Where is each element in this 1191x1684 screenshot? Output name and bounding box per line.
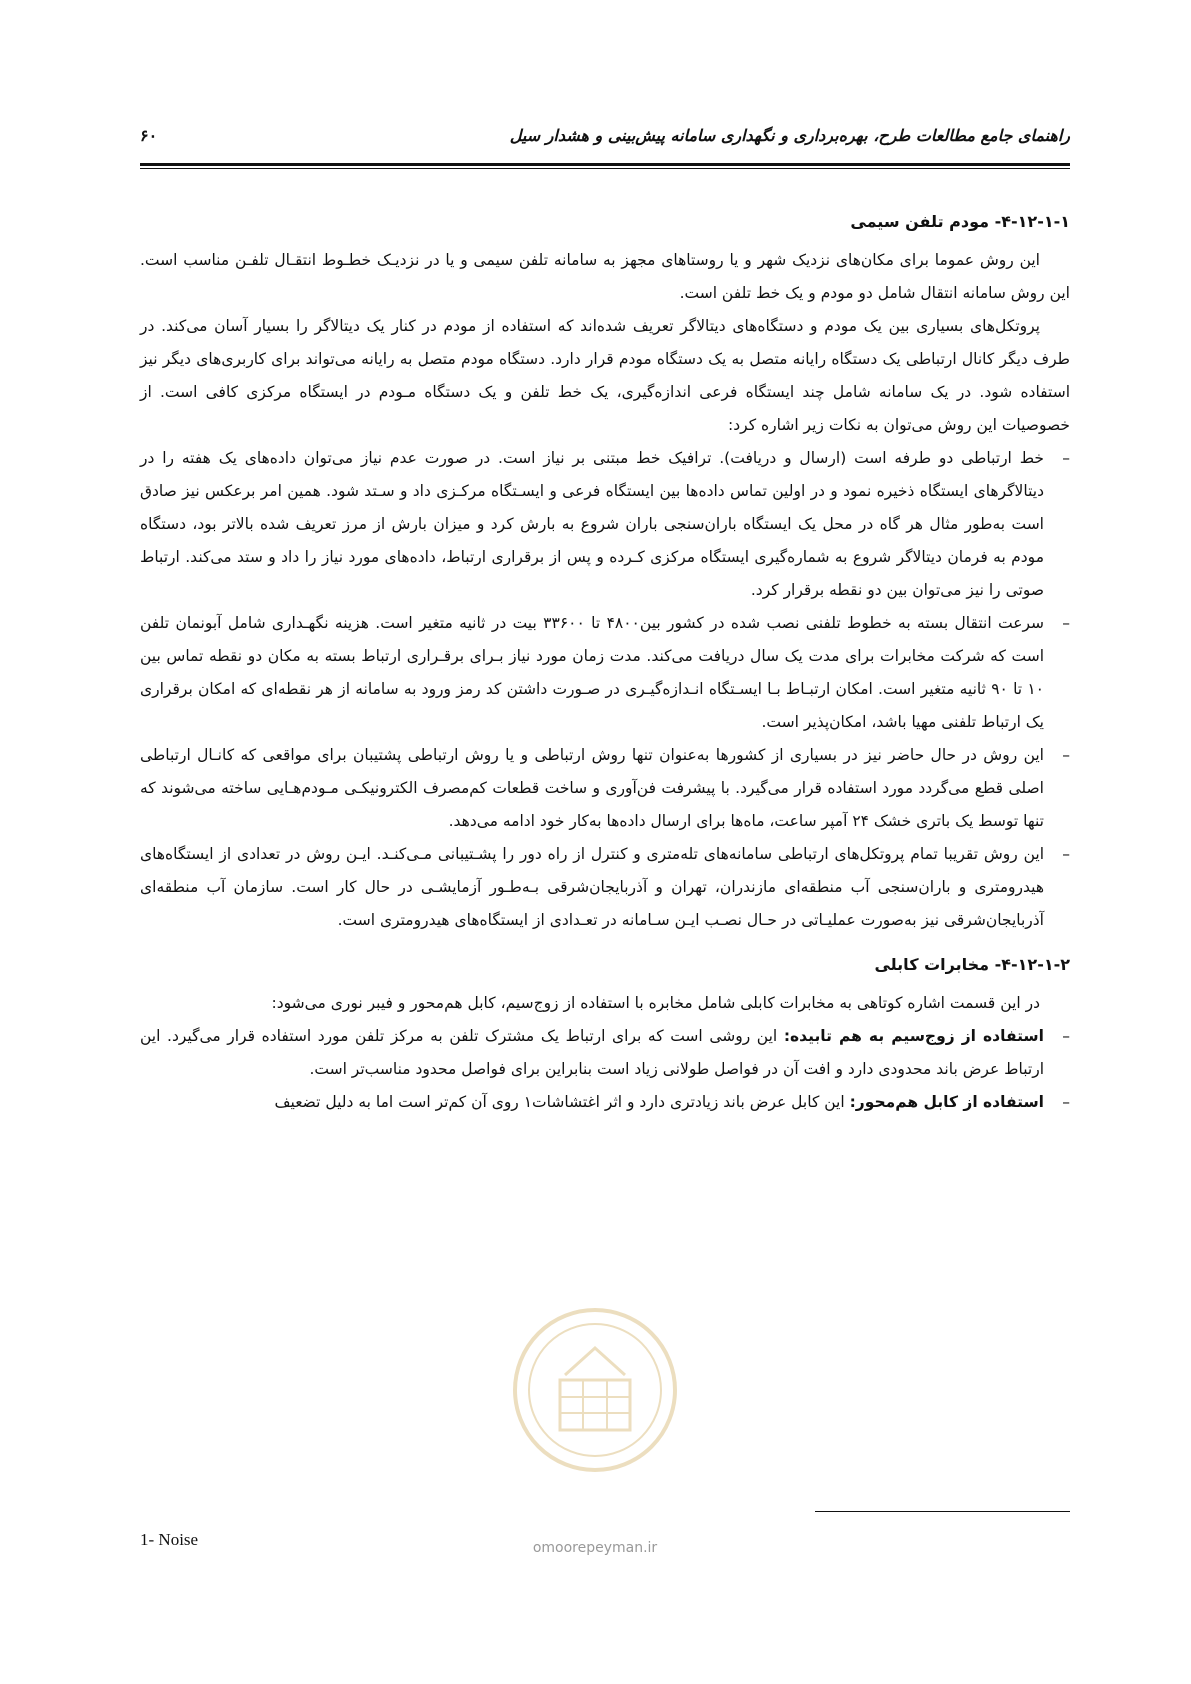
dash-bullet: – — [1062, 614, 1070, 632]
list-item-text: این کابل عرض باند زیادتری دارد و اثر اغتشاشات۱ روی آن کم‌تر است اما به دلیل تضعیف — [274, 1093, 850, 1111]
list-item-text: این روش تقریبا تمام پروتکل‌های ارتباطی سامانه‌های تله‌متری و کنترل از راه دور را پشـتیبانی مـی‌کنـد. ایـن روش در تعدادی از ایستگاه‌های هیدرومتری و باران‌سنجی آب منطقه‌ای مازندران، تهران و آذربایجان‌شرقی بـه‌طـور آزمایشـی در حال کار است. سازمان آب منطقه‌ای آذربایجان‌شرقی نیز به‌صورت عملیـاتی در حـال نصـب ایـن سـامانه در تعـدادی از ایستگاه‌های هیدرومتری است. — [140, 845, 1044, 929]
list-item — [140, 1086, 1070, 1119]
list-item-text: این روش در حال حاضر نیز در بسیاری از کشورها به‌عنوان تنها روش ارتباطی و یا روش ارتباطی پشتیبان برای مواقعی که کانـال ارتباطی اصلی قطع می‌گردد مورد استفاده قرار می‌گیرد. با پیشرفت فن‌آوری و ساخت قطعات کم‌مصرف الکترونیکـی مـودم‌هـایی ساخته می‌شوند که تنها توسط یک باتری خشک ۲۴ آمپر ساعت، ماه‌ها برای ارسال داده‌ها به‌کار خود ادامه می‌دهد. — [140, 746, 1044, 830]
watermark-site: omoorepeyman.ir — [532, 1540, 658, 1556]
header-rule-thick — [140, 163, 1070, 166]
list-item — [140, 838, 1070, 937]
bullet-list — [140, 1020, 1070, 1119]
dash-bullet: – — [1062, 1093, 1070, 1111]
section-heading-wired-modem: ۴-۱۲-۱-۱- مودم تلفن سیمی — [850, 212, 1070, 231]
list-item — [140, 739, 1070, 838]
list-item — [140, 1020, 1070, 1086]
dash-bullet: – — [1062, 1027, 1070, 1045]
page-number: ۶۰ — [140, 126, 158, 145]
dash-bullet: – — [1062, 449, 1070, 467]
list-item-text: خط ارتباطی دو طرفه است (ارسال و دریافت). ترافیک خط مبتنی بر نیاز است. در صورت عدم نیاز می‌توان داده‌های یک هفته را در دیتالاگرهای ایستگاه ذخیره نمود و در اولین تماس داده‌ها بین ایستگاه فرعی و ایسـتگاه مرکـزی داد و سـتد شود. همین امر برعکس نیز صادق است به‌طور مثال هر گاه در محل یک ایستگاه باران‌سنجی باران شروع به بارش کرد و میزان بارش از مرز تعریف شده بالاتر بود، دستگاه مودم به فرمان دیتالاگر شروع به شماره‌گیری ایستگاه مرکزی کـرده و پس از برقراری ارتباط، داده‌های مورد نیاز را داد و ستد می‌کند. ارتباط صوتی را نیز می‌توان بین دو نقطه برقرار کرد. — [140, 449, 1044, 599]
section-heading-cable-comms: ۴-۱۲-۱-۲- مخابرات کابلی — [874, 955, 1070, 974]
term-label: استفاده از کابل هم‌محور: — [849, 1093, 1044, 1111]
footnote: 1- Noise — [140, 1530, 199, 1549]
paragraph: در این قسمت اشاره کوتاهی به مخابرات کابلی شامل مخابره با استفاده از زوج‌سیم، کابل هم‌محور و فیبر نوری می‌شود: — [271, 994, 1040, 1012]
list-item-text: سرعت انتقال بسته به خطوط تلفنی نصب شده در کشور بین۴۸۰۰ تا ۳۳۶۰۰ بیت در ثانیه متغیر است. هزینه نگهـداری شامل آبونمان تلفن است که شرکت مخابرات برای مدت یک سال دریافت می‌کند. مدت زمان مورد نیاز بـرای برقـراری ارتباط بسته به مکان دو نقطه تماس بین ۱۰ تا ۹۰ ثانیه متغیر است. امکان ارتبـاط بـا ایسـتگاه انـدازه‌گیـری در صـورت داشتن کد رمز ورود به سامانه از هر نقطه‌ای که امکان برقراری یک ارتباط تلفنی مهیا باشد، امکان‌پذیر است. — [140, 614, 1045, 731]
header-rule-thin — [140, 168, 1070, 169]
bullet-list — [140, 442, 1070, 937]
footnote-rule — [815, 1511, 1070, 1512]
running-title: راهنمای جامع مطالعات طرح، بهره‌برداری و نگهداری سامانه پیش‌بینی و هشدار سیل — [509, 126, 1070, 145]
watermark-logo-icon — [505, 1300, 685, 1480]
running-header — [140, 122, 1070, 162]
dash-bullet: – — [1062, 845, 1070, 863]
list-item-text: این روشی است که برای ارتباط یک مشترک تلفن به مرکز تلفن مورد استفاده قرار می‌گیرد. این ارتباط عرض باند محدودی دارد و افت آن در فواصل طولانی زیاد است بنابراین برای فواصل محدود مناسب‌تر است. — [140, 1027, 1044, 1078]
list-item — [140, 442, 1070, 607]
term-label: استفاده از زوج‌سیم به هم تابیده: — [783, 1027, 1044, 1045]
page-body — [140, 208, 1070, 1119]
dash-bullet: – — [1062, 746, 1070, 764]
paragraph: این روش عموما برای مکان‌های نزدیک شهر و یا روستاهای مجهز به سامانه تلفن سیمی و یا در نزدیـک خطـوط انتقـال تلفـن مناسب است. این روش سامانه انتقال شامل دو مودم و یک خط تلفن است. — [140, 251, 1070, 302]
paragraph: پروتکل‌های بسیاری بین یک مودم و دستگاه‌های دیتالاگر تعریف شده‌اند که استفاده از مودم در کنار یک دیتالاگر را بسیار آسان می‌کند. در طرف دیگر کانال ارتباطی یک دستگاه رایانه متصل به یک دستگاه مودم قرار دارد. دستگاه مودم متصل به رایانه می‌تواند برای کاربری‌های دیگر نیز استفاده شود. در یک سامانه شامل چند ایستگاه فرعی اندازه‌گیری، یک خط تلفن و یک دستگاه مـودم در ایستگاه مرکزی کافی است. از خصوصیات این روش می‌توان به نکات زیر اشاره کرد: — [140, 317, 1070, 434]
list-item — [140, 607, 1070, 739]
